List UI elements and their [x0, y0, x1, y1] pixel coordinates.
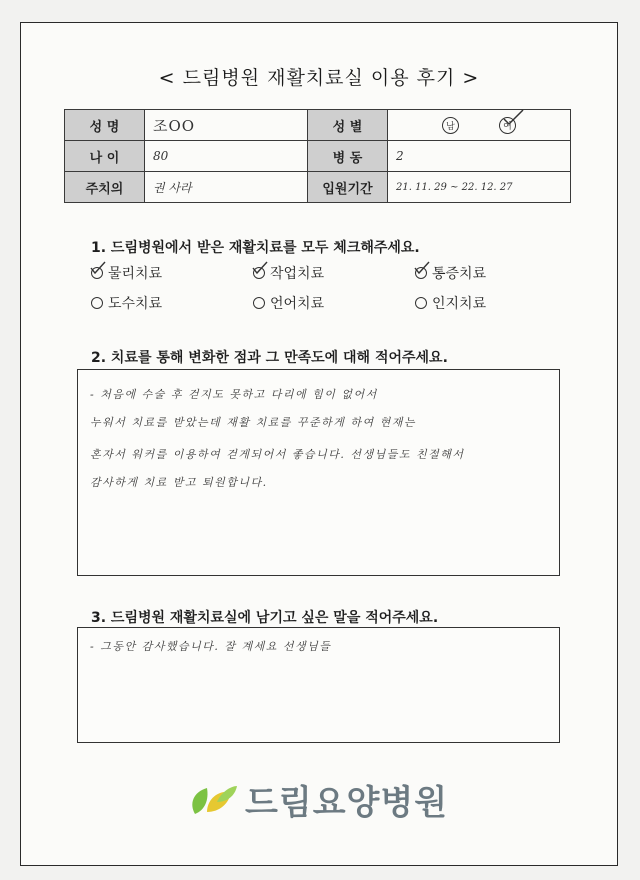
gender-male-text: 남: [446, 121, 455, 132]
age-label: 나 이: [65, 141, 145, 172]
gender-value[interactable]: [388, 110, 571, 141]
name-label: 성 명: [65, 110, 145, 141]
gender-female-option[interactable]: [499, 117, 516, 134]
handwritten-line: 누워서 치료를 받았는데 재활 치료를 꾸준하게 하여 현재는: [90, 416, 416, 429]
doctor-value[interactable]: 권 사라: [145, 172, 308, 203]
option-label: 작업치료: [270, 266, 325, 282]
option-manual-therapy[interactable]: [91, 293, 162, 313]
checkbox-physical[interactable]: [91, 267, 103, 279]
survey-sheet: [20, 22, 618, 866]
handwritten-line: - 그동안 감사했습니다. 잘 계세요 선생님들: [90, 640, 332, 653]
period-label: 입원기간: [308, 172, 388, 203]
gender-female-text: 여: [503, 121, 512, 132]
doctor-label: 주치의: [65, 172, 145, 203]
handwritten-line: 감사하게 치료 받고 퇴원합니다.: [90, 476, 268, 489]
age-value[interactable]: 80: [145, 141, 308, 172]
option-label: 물리치료: [108, 266, 163, 282]
gender-male-option[interactable]: [442, 117, 459, 134]
hospital-logo: [187, 775, 448, 824]
option-label: 도수치료: [108, 296, 163, 312]
option-pain-therapy[interactable]: [415, 263, 486, 283]
name-value[interactable]: [145, 110, 308, 141]
checkbox-speech[interactable]: [253, 297, 265, 309]
ward-value[interactable]: 2: [388, 141, 571, 172]
checkbox-pain[interactable]: [415, 267, 427, 279]
option-label: 인지치료: [432, 296, 487, 312]
answer-box-changes[interactable]: [77, 369, 560, 576]
answer-box-message[interactable]: [77, 627, 560, 743]
name-text: 조OO: [153, 116, 196, 135]
checkbox-occupational[interactable]: [253, 267, 265, 279]
check-mark-icon: [414, 260, 430, 276]
handwritten-line: - 처음에 수술 후 걷지도 못하고 다리에 힘이 없어서: [90, 388, 378, 401]
checkbox-cognitive[interactable]: [415, 297, 427, 309]
question-3: 3. 드림병원 재활치료실에 남기고 싶은 말을 적어주세요.: [91, 610, 439, 626]
leaf-logo-icon: [187, 778, 239, 822]
question-2: 2. 치료를 통해 변화한 점과 그 만족도에 대해 적어주세요.: [91, 350, 448, 366]
therapy-options: [91, 263, 561, 313]
option-label: 언어치료: [270, 296, 325, 312]
form-title: < 드림병원 재활치료실 이용 후기 >: [158, 67, 480, 89]
checkbox-manual[interactable]: [91, 297, 103, 309]
option-occupational-therapy[interactable]: [253, 263, 324, 283]
handwritten-line: 혼자서 워커를 이용하여 걷게되어서 좋습니다. 선생님들도 친절해서: [90, 448, 465, 461]
logo-text: 드림요양병원: [245, 783, 449, 823]
check-mark-icon: [502, 107, 526, 129]
check-mark-icon: [252, 260, 268, 276]
check-mark-icon: [90, 260, 106, 276]
question-1: 1. 드림병원에서 받은 재활치료를 모두 체크해주세요.: [91, 240, 420, 256]
option-speech-therapy[interactable]: [253, 293, 324, 313]
patient-info-table: [64, 109, 571, 203]
period-value[interactable]: 21. 11. 29 ~ 22. 12. 27: [388, 172, 571, 203]
ward-label: 병 동: [308, 141, 388, 172]
option-physical-therapy[interactable]: [91, 263, 162, 283]
option-label: 통증치료: [432, 266, 487, 282]
gender-label: 성 별: [308, 110, 388, 141]
option-cognitive-therapy[interactable]: [415, 293, 486, 313]
